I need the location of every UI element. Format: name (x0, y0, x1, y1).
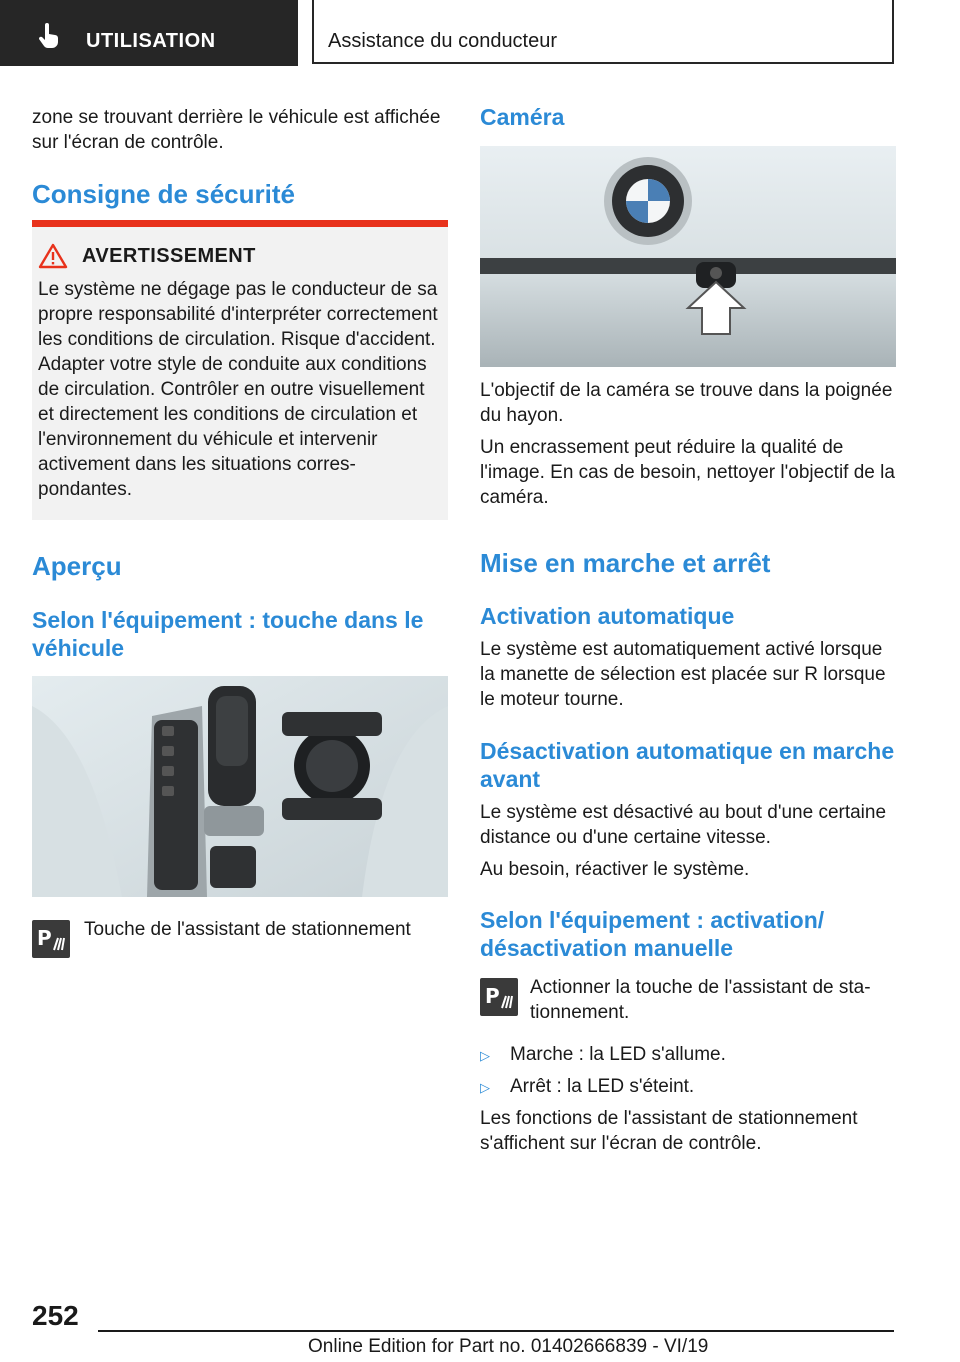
overview-heading: Aperçu (32, 551, 122, 581)
intro-paragraph: zone se trouvant derrière le véhicule est affichée sur l'écran de contrôle. (32, 107, 441, 153)
bullet-list (480, 1042, 896, 1099)
page-number: 252 (32, 1300, 79, 1331)
auto-deactivation-heading: Désactivation automatique en marche avant (480, 738, 895, 792)
warning-header (38, 241, 442, 271)
final-paragraph: Les fonctions de l'assistant de stationnement s'affichent sur l'écran de contrôle. (480, 1108, 858, 1154)
hand-pointer-icon (38, 23, 60, 49)
auto-activation-heading: Activation automatique (480, 603, 735, 629)
chapter-title-box (312, 0, 894, 64)
auto-activation-text: Le système est automatiquement activé lorsque la manette de sélection est placée sur R lorsque le moteur tourne. (480, 639, 886, 710)
list-item: ▷ Marche : la LED s'allume. (480, 1044, 726, 1065)
center-console-photo (32, 676, 448, 897)
manual-text: Actionner la touche de l'assistant de stationnement. (530, 977, 871, 1023)
equipment-heading: Selon l'équipement : touche dans le véhicule (32, 607, 424, 661)
park-assist-button-icon-2: P (480, 978, 518, 1016)
camera-paragraph-2: Un encrassement peut réduire la qualité de l'image. En cas de besoin, nettoyer l'objectif de la caméra. (480, 437, 895, 508)
tailgate-camera-illustration (480, 146, 896, 367)
camera-paragraph-1: L'objectif de la caméra se trouve dans la poignée du hayon. (480, 380, 893, 426)
manual-row (480, 978, 896, 1025)
auto-deactivation-text: Le système est désactivé au bout d'une certaine distance ou d'une certaine vitesse. (480, 802, 887, 848)
footer-divider (98, 1330, 894, 1332)
bullet-triangle-icon: ▷ (480, 1080, 490, 1095)
section-title: UTILISATION (86, 30, 216, 52)
reactivate-text: Au besoin, réactiver le système. (480, 859, 750, 880)
warning-text: Le système ne dégage pas le conducteur de sa propre responsabilité d'interpréter correctement les conditions de circulation. Risque d'accident. Adapter votre style de conduite aux conditions de circulation. Contrôler en outre visuellement et directement les conditions de circulation et l'environnement du véhicule et intervenir activement dans les situations correspondantes. (38, 279, 438, 500)
warning-title: AVERTISSEMENT (82, 244, 256, 267)
park-assist-button-icon: P (32, 920, 70, 958)
warning-triangle-icon (38, 243, 68, 269)
warning-box (32, 220, 448, 520)
center-console-illustration (32, 676, 448, 897)
manual-heading: Selon l'équipement : activation/ désactivation manuelle (480, 907, 825, 961)
bullet-triangle-icon: ▷ (480, 1048, 490, 1063)
camera-heading: Caméra (480, 104, 565, 130)
button-caption: Touche de l'assistant de stationnement (84, 919, 411, 940)
button-row (32, 920, 448, 958)
list-item: ▷ Arrêt : la LED s'éteint. (480, 1076, 695, 1097)
onoff-heading: Mise en marche et arrêt (480, 548, 771, 578)
page-header (0, 0, 960, 66)
chapter-title: Assistance du conducteur (328, 30, 558, 52)
safety-heading: Consigne de sécurité (32, 179, 295, 209)
section-tab (0, 0, 298, 66)
tailgate-camera-photo (480, 146, 896, 367)
edition-text: Online Edition for Part no. 01402666839 - VI/19 (308, 1336, 709, 1357)
